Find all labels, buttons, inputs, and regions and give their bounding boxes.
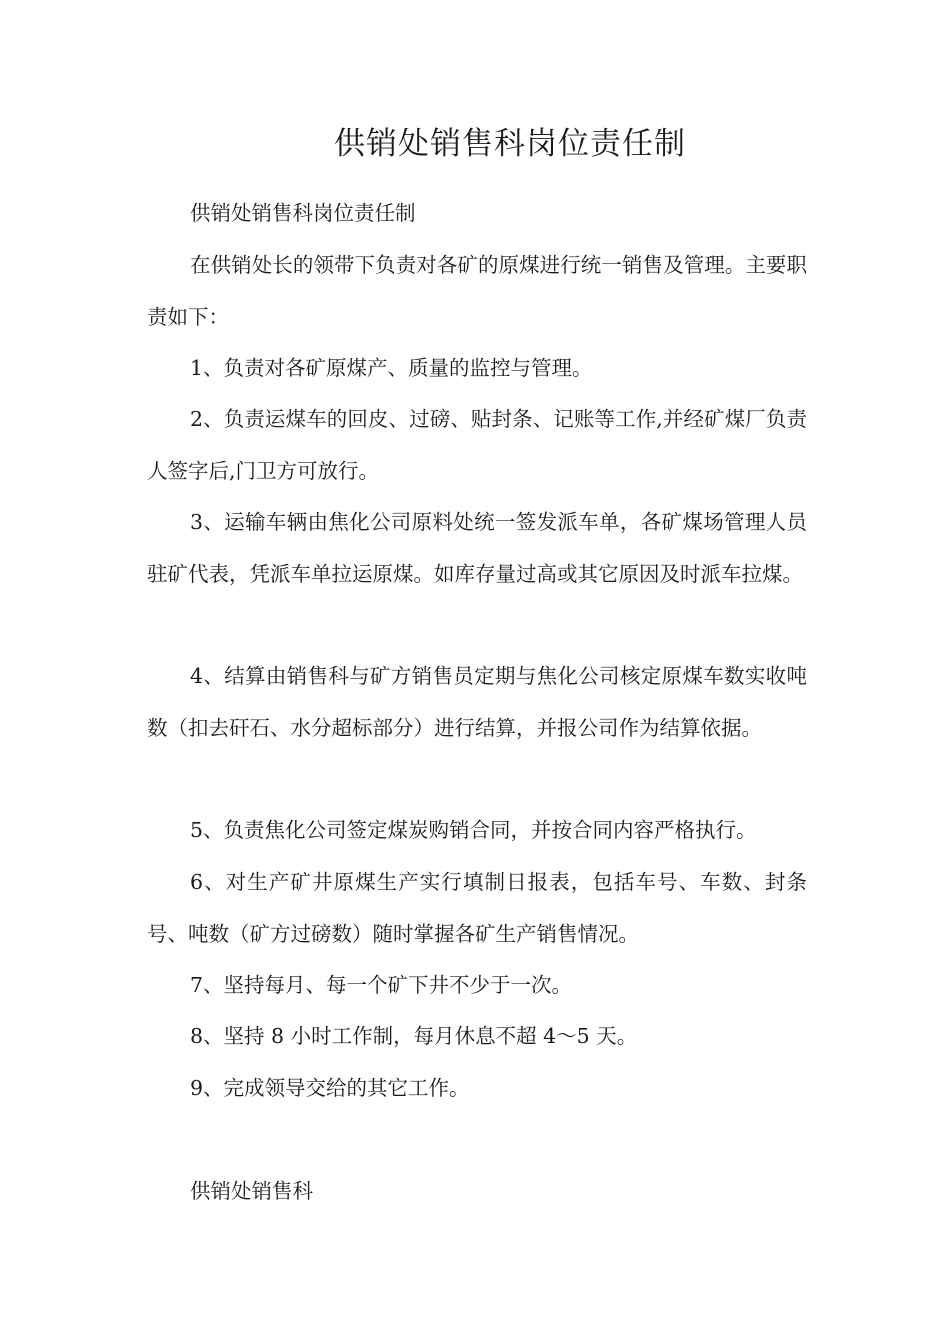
duty-item-5: 5、负责焦化公司签定煤炭购销合同，并按合同内容严格执行。	[190, 818, 757, 842]
duty-item-2: 2、负责运煤车的回皮、过磅、贴封条、记账等工作,并经矿煤厂负责人签字后,门卫方可放行。	[147, 407, 807, 483]
duty-item-3: 3、运输车辆由焦化公司原料处统一签发派车单，各矿煤场管理人员驻矿代表，凭派车单拉运原煤。如库存量过高或其它原因及时派车拉煤。	[147, 510, 807, 586]
duty-item-8: 8、坚持 8 小时工作制，每月休息不超 4～5 天。	[190, 1024, 638, 1048]
duty-item-4: 4、结算由销售科与矿方销售员定期与焦化公司核定原煤车数实收吨数（扣去矸石、水分超标部分）进行结算，并报公司作为结算依据。	[147, 664, 807, 740]
document-title: 供销处销售科岗位责任制	[334, 126, 686, 162]
duty-item-6: 6、对生产矿井原煤生产实行填制日报表，包括车号、车数、封条号、吨数（矿方过磅数）随时掌握各矿生产销售情况。	[147, 870, 807, 946]
duty-item-9: 9、完成领导交给的其它工作。	[190, 1076, 470, 1100]
duty-item-7: 7、坚持每月、每一个矿下井不少于一次。	[190, 973, 573, 997]
document-subtitle: 供销处销售科岗位责任制	[190, 201, 416, 225]
signature-line: 供销处销售科	[190, 1179, 313, 1203]
duty-item-1: 1、负责对各矿原煤产、质量的监控与管理。	[190, 356, 593, 380]
intro-paragraph: 在供销处长的领带下负责对各矿的原煤进行统一销售及管理。主要职责如下：	[147, 253, 807, 329]
